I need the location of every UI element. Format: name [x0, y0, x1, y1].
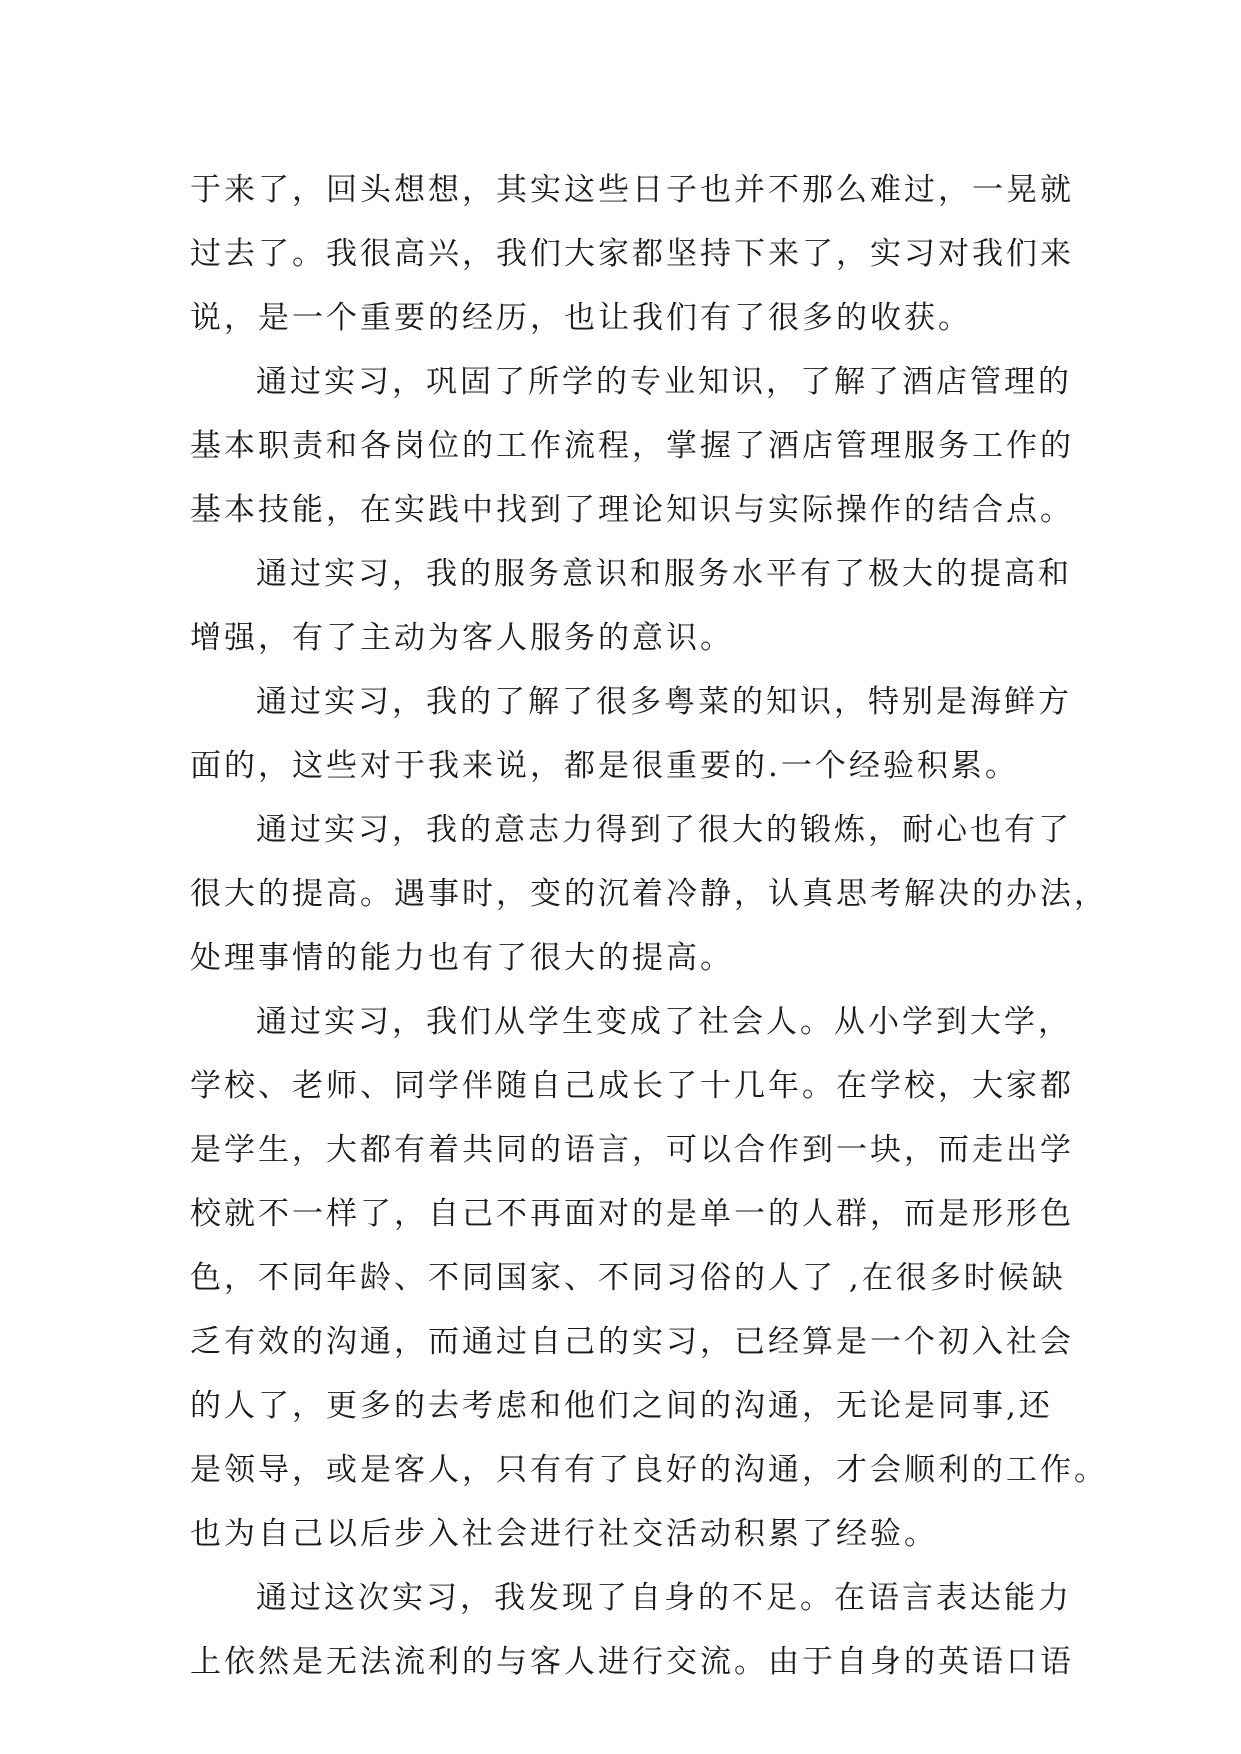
paragraph-start-line: 通过实习，我的服务意识和服务水平有了极大的提高和	[256, 556, 1072, 592]
paragraph-start-line: 通过这次实习，我发现了自身的不足。在语言表达能力	[256, 1580, 1072, 1616]
text-line: 乏有效的沟通，而通过自己的实习，已经算是一个初入社会	[190, 1324, 1074, 1360]
text-line: 校就不一样了，自己不再面对的是单一的人群，而是形形色	[190, 1196, 1074, 1232]
text-line: 增强，有了主动为客人服务的意识。	[190, 620, 734, 656]
text-line: 也为自己以后步入社会进行社交活动积累了经验。	[190, 1516, 938, 1552]
paragraph-start-line: 通过实习，我的意志力得到了很大的锻炼，耐心也有了	[256, 812, 1072, 848]
text-line: 是学生，大都有着共同的语言，可以合作到一块，而走出学	[190, 1132, 1074, 1168]
text-line: 过去了。我很高兴，我们大家都坚持下来了，实习对我们来	[190, 236, 1074, 272]
text-line: 的人了，更多的去考虑和他们之间的沟通，无论是同事,还	[190, 1388, 1053, 1424]
text-line: 面的，这些对于我来说，都是很重要的.一个经验积累。	[190, 748, 1019, 784]
text-line: 于来了，回头想想，其实这些日子也并不那么难过，一晃就	[190, 172, 1074, 208]
text-line: 是领导，或是客人，只有有了良好的沟通，才会顺利的工作。	[190, 1452, 1108, 1488]
text-line: 基本技能，在实践中找到了理论知识与实际操作的结合点。	[190, 492, 1074, 528]
text-line: 处理事情的能力也有了很大的提高。	[190, 940, 734, 976]
paragraph-start-line: 通过实习，巩固了所学的专业知识，了解了酒店管理的	[256, 364, 1072, 400]
body-text	[190, 158, 1108, 1694]
text-line: 上依然是无法流利的与客人进行交流。由于自身的英语口语	[190, 1644, 1074, 1680]
paragraph-start-line: 通过实习，我的了解了很多粤菜的知识，特别是海鲜方	[256, 684, 1072, 720]
text-line: 很大的提高。遇事时，变的沉着冷静，认真思考解决的办法，	[190, 876, 1108, 912]
text-line: 学校、老师、同学伴随自己成长了十几年。在学校，大家都	[190, 1068, 1074, 1104]
text-line: 基本职责和各岗位的工作流程，掌握了酒店管理服务工作的	[190, 428, 1074, 464]
text-line: 说，是一个重要的经历，也让我们有了很多的收获。	[190, 300, 972, 336]
paragraph-start-line: 通过实习，我们从学生变成了社会人。从小学到大学，	[256, 1004, 1072, 1040]
text-line: 色，不同年龄、不同国家、不同习俗的人了 ,在很多时候缺	[190, 1260, 1066, 1296]
